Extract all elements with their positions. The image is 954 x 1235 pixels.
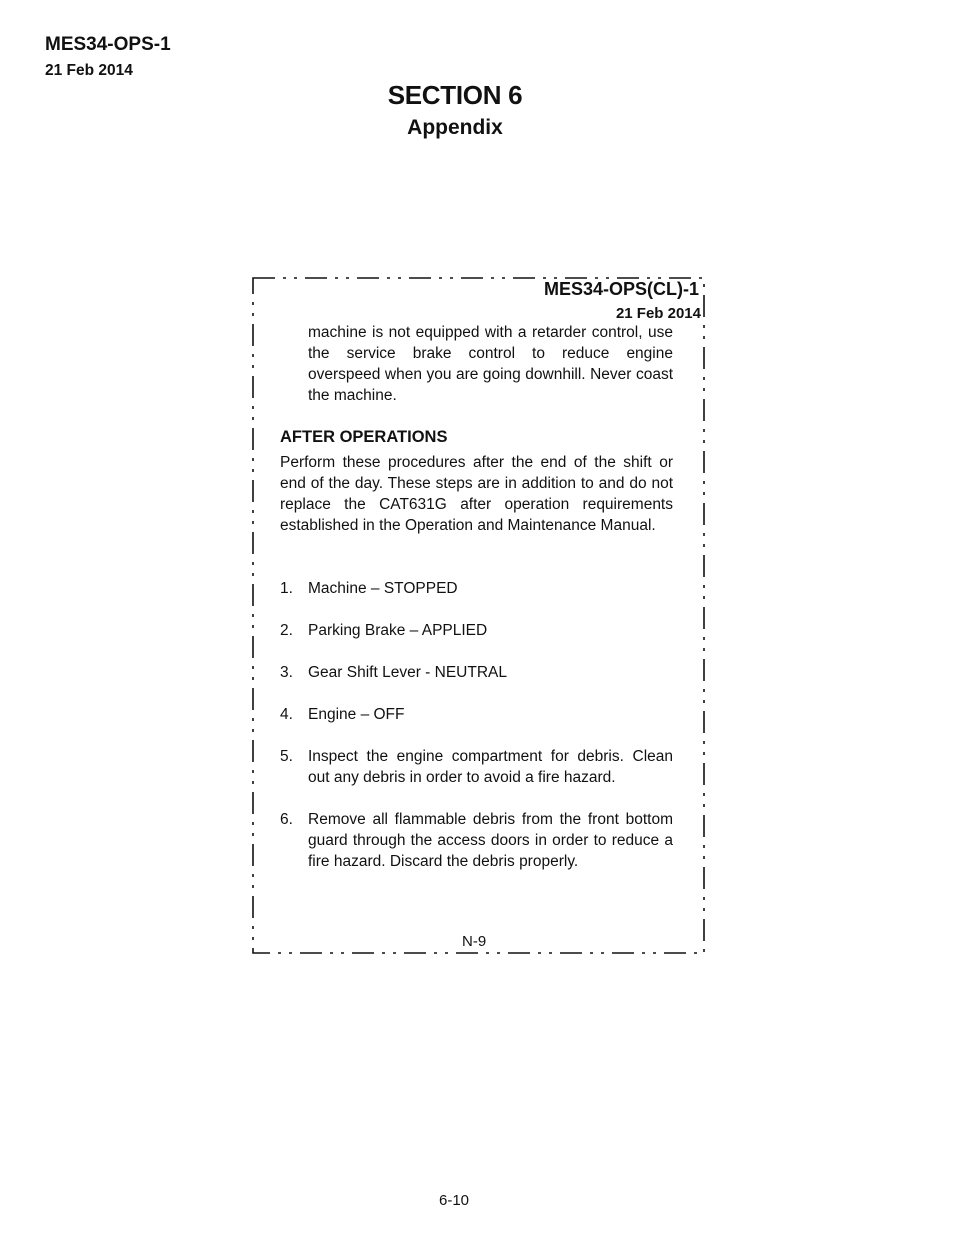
step-number: 1. xyxy=(280,580,293,597)
section-subtitle: Appendix xyxy=(407,116,503,139)
step-number: 5. xyxy=(280,748,293,765)
list-item xyxy=(280,809,673,872)
step-text: Engine – OFF xyxy=(308,706,405,723)
list-item xyxy=(280,662,673,683)
step-number: 4. xyxy=(280,706,293,723)
procedure-steps xyxy=(280,578,673,893)
step-text: Remove all flammable debris from the front bottom guard through the access doors in order to reduce a fire hazard. Discard the debris properly. xyxy=(308,811,673,870)
step-number: 6. xyxy=(280,811,293,828)
card-doc-id: MES34-OPS(CL)-1 xyxy=(543,279,699,299)
section-title: SECTION 6 xyxy=(387,80,523,110)
card-date: 21 Feb 2014 xyxy=(615,305,701,322)
list-item xyxy=(280,746,673,788)
step-text: Parking Brake – APPLIED xyxy=(308,622,488,639)
step-text: Gear Shift Lever - NEUTRAL xyxy=(308,664,507,681)
step-number: 3. xyxy=(280,664,293,681)
list-item xyxy=(280,578,673,599)
list-item xyxy=(280,620,673,641)
card-page-label: N-9 xyxy=(459,933,489,950)
intro-paragraph: Perform these procedures after the end of the shift or end of the day. These steps are in addition to and do not replace the CAT631G after operation requirements established in the Operation and Maintenance Manual. xyxy=(280,454,673,534)
section-heading: AFTER OPERATIONS xyxy=(280,428,448,446)
step-number: 2. xyxy=(280,622,293,639)
doc-date: 21 Feb 2014 xyxy=(45,62,133,79)
step-text: Machine – STOPPED xyxy=(308,580,458,597)
page-number: 6-10 xyxy=(438,1192,470,1209)
doc-id: MES34-OPS-1 xyxy=(45,34,171,55)
continued-paragraph: machine is not equipped with a retarder control, use the service brake control to reduce engine overspeed when you are going downhill. Never coast the machine. xyxy=(308,324,673,404)
checklist-card xyxy=(252,277,705,954)
list-item xyxy=(280,704,673,725)
step-text: Inspect the engine compartment for debris. Clean out any debris in order to avoid a fire hazard. xyxy=(308,748,673,786)
